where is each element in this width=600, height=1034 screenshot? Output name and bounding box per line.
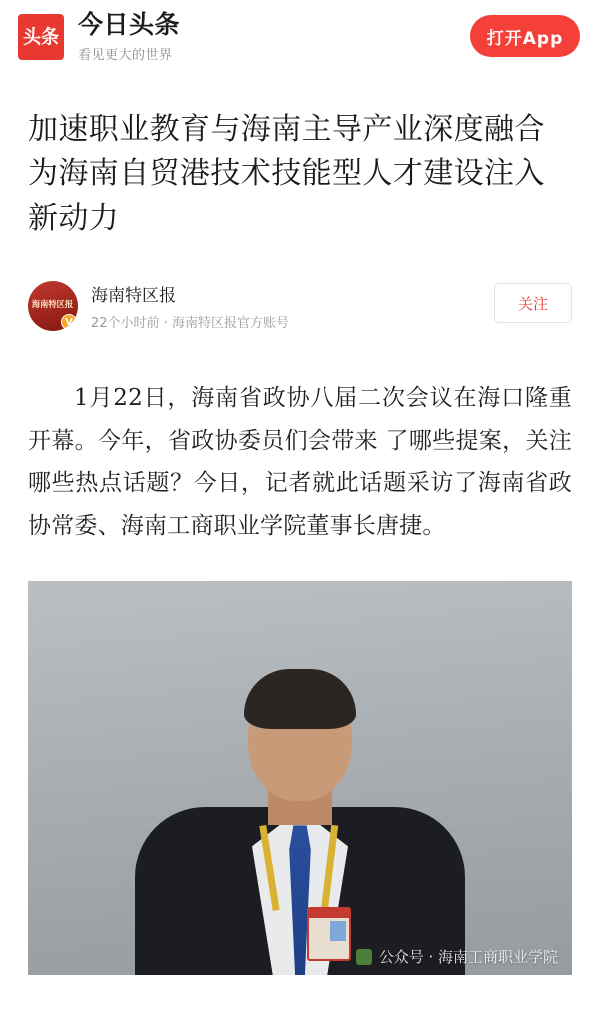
photo-id-badge bbox=[307, 907, 351, 961]
brand-title: 今日头条 bbox=[78, 9, 181, 39]
avatar[interactable] bbox=[28, 281, 78, 331]
photo-watermark-text: 公众号 · 海南工商职业学院 bbox=[378, 948, 558, 967]
open-app-button[interactable]: 打开App bbox=[470, 15, 580, 57]
photo-hair bbox=[244, 669, 356, 729]
byline bbox=[28, 277, 572, 335]
source-name[interactable]: 海南特区报 bbox=[91, 286, 176, 307]
photo-subject bbox=[135, 675, 465, 975]
brand-subtitle: 看见更大的世界 bbox=[78, 48, 173, 64]
photo-watermark bbox=[356, 946, 558, 967]
photo-background bbox=[28, 581, 572, 975]
verified-badge-icon: V bbox=[61, 314, 77, 330]
avatar-label: 海南特区报 bbox=[32, 300, 74, 311]
logo-text: 头条 bbox=[22, 25, 60, 48]
article-body-paragraph: 1月22日，海南省政协八届二次会议在海口隆重开幕。今年，省政协委员们会带来 了哪些提案，关注哪些热点话题？今日，记者就此话题采访了海南省政协常委、海南工商职业学院董事长唐捷。 bbox=[28, 385, 572, 539]
article-container bbox=[0, 108, 600, 975]
article-meta: 22个小时前 · 海南特区报官方账号 bbox=[91, 316, 289, 332]
page-title: 加速职业教育与海南主导产业深度融合 为海南自贸港技术技能型人才建设注入新动力 bbox=[28, 112, 545, 236]
wechat-official-account-icon bbox=[356, 949, 372, 965]
app-header bbox=[0, 0, 600, 74]
article-photo bbox=[28, 581, 572, 975]
toutiao-logo-icon[interactable] bbox=[18, 14, 64, 60]
byline-text bbox=[91, 281, 289, 331]
follow-button[interactable]: 关注 bbox=[494, 283, 572, 323]
photo-id-badge-strip bbox=[309, 909, 349, 918]
brand-block bbox=[78, 11, 180, 64]
photo-id-badge-photo bbox=[330, 921, 346, 941]
